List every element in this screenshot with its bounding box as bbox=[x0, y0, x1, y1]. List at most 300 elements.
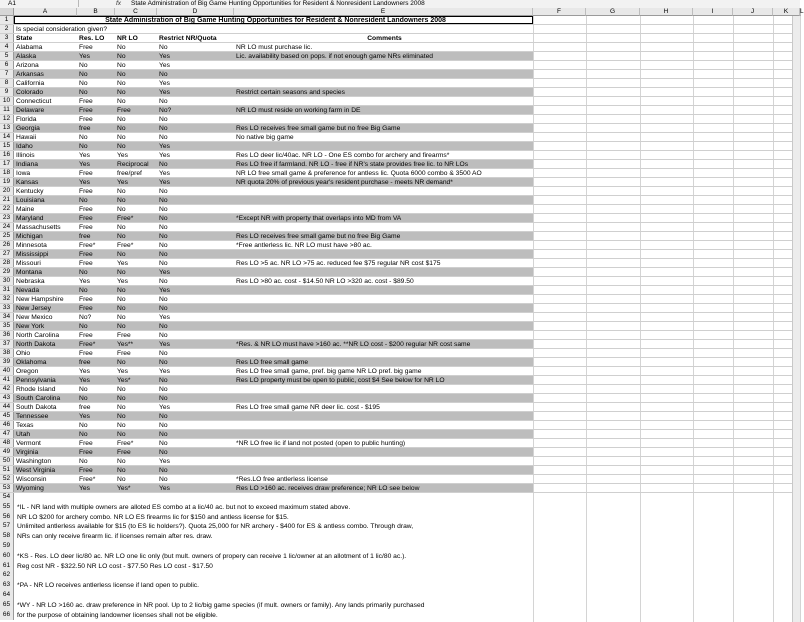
comment-cell[interactable] bbox=[234, 187, 533, 195]
row-number[interactable]: 24 bbox=[0, 223, 14, 231]
nr-lo-cell[interactable]: No bbox=[117, 98, 126, 105]
row-number[interactable]: 33 bbox=[0, 304, 14, 312]
state-cell[interactable]: Alabama bbox=[16, 44, 43, 51]
comment-cell[interactable] bbox=[234, 268, 533, 276]
state-cell[interactable]: West Virginia bbox=[16, 467, 56, 474]
state-cell[interactable]: Kentucky bbox=[16, 188, 44, 195]
nr-lo-cell[interactable]: No bbox=[117, 314, 126, 321]
column-header-i[interactable]: I bbox=[693, 8, 733, 16]
state-cell[interactable]: Maine bbox=[16, 206, 35, 213]
column-header-f[interactable]: F bbox=[533, 8, 586, 16]
row-number[interactable]: 63 bbox=[0, 581, 14, 591]
name-box[interactable]: A1 bbox=[2, 0, 79, 7]
row-number[interactable]: 52 bbox=[0, 475, 14, 483]
restrict-cell[interactable]: No bbox=[159, 440, 168, 447]
restrict-cell[interactable]: Yes bbox=[159, 143, 170, 150]
nr-lo-cell[interactable]: No bbox=[117, 53, 126, 60]
row-number[interactable]: 8 bbox=[0, 79, 14, 87]
row-number[interactable]: 47 bbox=[0, 430, 14, 438]
row-number[interactable]: 3 bbox=[0, 34, 14, 42]
row-number[interactable]: 20 bbox=[0, 187, 14, 195]
restrict-cell[interactable]: No bbox=[159, 476, 168, 483]
row-number[interactable]: 45 bbox=[0, 412, 14, 420]
restrict-cell[interactable]: Yes bbox=[159, 62, 170, 69]
footnote-text[interactable]: for the purpose of obtaining landowner licenses shall not be eligible. bbox=[17, 611, 218, 619]
row-number[interactable]: 23 bbox=[0, 214, 14, 222]
row-number[interactable]: 58 bbox=[0, 532, 14, 542]
nr-lo-cell[interactable]: No bbox=[117, 476, 126, 483]
nr-lo-cell[interactable]: No bbox=[117, 197, 126, 204]
state-cell[interactable]: New York bbox=[16, 323, 45, 330]
res-lo-cell[interactable]: Yes bbox=[79, 413, 90, 420]
comment-cell[interactable]: Res LO free if farmland. NR LO - free if NR's state provides free lic. to NR LOs bbox=[236, 161, 469, 168]
nr-lo-cell[interactable]: Yes bbox=[117, 260, 128, 267]
restrict-cell[interactable]: Yes bbox=[159, 341, 170, 348]
row-number[interactable]: 39 bbox=[0, 358, 14, 366]
nr-lo-cell[interactable]: No bbox=[117, 323, 126, 330]
comment-cell[interactable] bbox=[234, 79, 533, 87]
state-cell[interactable]: Texas bbox=[16, 422, 34, 429]
nr-lo-cell[interactable]: No bbox=[117, 404, 126, 411]
row-number[interactable]: 32 bbox=[0, 295, 14, 303]
restrict-cell[interactable]: Yes bbox=[159, 404, 170, 411]
res-lo-cell[interactable]: Free bbox=[79, 332, 93, 339]
row-number[interactable]: 27 bbox=[0, 250, 14, 258]
footnote-text[interactable]: Reg cost NR - $322.50 NR LO cost - $77.50 Res LO cost - $17.50 bbox=[17, 562, 213, 570]
row-number[interactable]: 38 bbox=[0, 349, 14, 357]
nr-lo-cell[interactable]: No bbox=[117, 233, 126, 240]
restrict-cell[interactable]: No bbox=[159, 431, 168, 438]
select-all-corner[interactable] bbox=[0, 8, 14, 16]
restrict-cell[interactable]: Yes bbox=[159, 287, 170, 294]
nr-lo-cell[interactable]: No bbox=[117, 269, 126, 276]
res-lo-cell[interactable]: Free bbox=[79, 224, 93, 231]
state-cell[interactable]: New Mexico bbox=[16, 314, 53, 321]
restrict-cell[interactable]: No bbox=[159, 134, 168, 141]
nr-lo-cell[interactable]: No bbox=[117, 125, 126, 132]
row-number[interactable]: 7 bbox=[0, 70, 14, 78]
res-lo-cell[interactable]: Free* bbox=[79, 476, 96, 483]
restrict-cell[interactable]: Yes bbox=[159, 485, 170, 492]
state-cell[interactable]: Minnesota bbox=[16, 242, 47, 249]
row-number[interactable]: 36 bbox=[0, 331, 14, 339]
res-lo-cell[interactable]: Free* bbox=[79, 341, 96, 348]
comment-cell[interactable]: NR quota 20% of previous year's resident purchase - meets NR demand* bbox=[236, 179, 453, 186]
nr-lo-cell[interactable]: No bbox=[117, 143, 126, 150]
state-cell[interactable]: Virginia bbox=[16, 449, 39, 456]
state-cell[interactable]: Arkansas bbox=[16, 71, 44, 78]
nr-lo-cell[interactable]: No bbox=[117, 134, 126, 141]
state-cell[interactable]: Georgia bbox=[16, 125, 40, 132]
comment-cell[interactable] bbox=[234, 457, 533, 465]
nr-lo-cell[interactable]: No bbox=[117, 305, 126, 312]
row-number[interactable]: 18 bbox=[0, 169, 14, 177]
comment-cell[interactable] bbox=[234, 430, 533, 438]
nr-lo-cell[interactable]: free/pref bbox=[117, 170, 142, 177]
state-cell[interactable]: Louisiana bbox=[16, 197, 45, 204]
comment-cell[interactable]: NR LO must reside on working farm in DE bbox=[236, 107, 361, 114]
comment-cell[interactable] bbox=[234, 304, 533, 312]
state-cell[interactable]: Arizona bbox=[16, 62, 39, 69]
row-number[interactable]: 44 bbox=[0, 403, 14, 411]
comment-cell[interactable]: Res LO >80 ac. cost - $14.50 NR LO >320 ac. cost - $89.50 bbox=[236, 278, 414, 285]
state-cell[interactable]: Michigan bbox=[16, 233, 43, 240]
function-icon[interactable]: fx bbox=[116, 0, 122, 7]
res-lo-cell[interactable]: Free bbox=[79, 305, 93, 312]
row-number[interactable]: 54 bbox=[0, 493, 14, 503]
comment-cell[interactable] bbox=[234, 70, 533, 78]
res-lo-cell[interactable]: Free bbox=[79, 44, 93, 51]
restrict-cell[interactable]: No bbox=[159, 233, 168, 240]
comment-cell[interactable]: No native big game bbox=[236, 134, 294, 141]
row-number[interactable]: 50 bbox=[0, 457, 14, 465]
row-number[interactable]: 28 bbox=[0, 259, 14, 267]
comment-cell[interactable]: *Free antlerless lic. NR LO must have >80 ac. bbox=[236, 242, 372, 249]
row-number[interactable]: 60 bbox=[0, 552, 14, 562]
restrict-cell[interactable]: Yes bbox=[159, 170, 170, 177]
res-lo-cell[interactable]: Yes bbox=[79, 53, 90, 60]
column-header-g[interactable]: G bbox=[586, 8, 640, 16]
res-lo-cell[interactable]: Free bbox=[79, 449, 93, 456]
footnote-text[interactable]: *PA - NR LO receives antlerless license if land open to public. bbox=[17, 582, 200, 590]
restrict-cell[interactable]: Yes bbox=[159, 89, 170, 96]
comment-cell[interactable] bbox=[234, 250, 533, 258]
nr-lo-cell[interactable]: No bbox=[117, 251, 126, 258]
restrict-cell[interactable]: No bbox=[159, 98, 168, 105]
row-number[interactable]: 57 bbox=[0, 522, 14, 532]
restrict-cell[interactable]: No bbox=[159, 251, 168, 258]
nr-lo-cell[interactable]: Free* bbox=[117, 215, 134, 222]
comment-cell[interactable]: Res LO deer lic/40ac. NR LO - One ES combo for archery and firearms* bbox=[236, 152, 450, 159]
restrict-cell[interactable]: No bbox=[159, 467, 168, 474]
state-cell[interactable]: Wisconsin bbox=[16, 476, 47, 483]
restrict-cell[interactable]: No bbox=[159, 296, 168, 303]
res-lo-cell[interactable]: Free* bbox=[79, 242, 96, 249]
comment-cell[interactable] bbox=[234, 313, 533, 321]
restrict-cell[interactable]: Yes bbox=[159, 179, 170, 186]
sheet-title[interactable]: State Administration of Big Game Hunting Opportunities for Resident & Nonresident Landowners 2008 bbox=[105, 17, 446, 24]
row-number[interactable]: 56 bbox=[0, 513, 14, 523]
restrict-cell[interactable]: No bbox=[159, 386, 168, 393]
nr-lo-cell[interactable]: No bbox=[117, 431, 126, 438]
restrict-cell[interactable]: No bbox=[159, 323, 168, 330]
state-cell[interactable]: Montana bbox=[16, 269, 43, 276]
column-header-h[interactable]: H bbox=[640, 8, 693, 16]
footnote-text[interactable]: *WY - NR LO >160 ac. draw preference in NR pool. Up to 2 lic/big game species (if mult. owners or family). Any lands primarily purchased bbox=[17, 601, 425, 609]
row-number[interactable]: 21 bbox=[0, 196, 14, 204]
res-lo-cell[interactable]: free bbox=[79, 125, 91, 132]
restrict-cell[interactable]: No bbox=[159, 413, 168, 420]
column-header-b[interactable]: B bbox=[77, 8, 115, 16]
state-cell[interactable]: Nevada bbox=[16, 287, 40, 294]
nr-lo-cell[interactable]: Yes** bbox=[117, 341, 134, 348]
comment-cell[interactable] bbox=[234, 421, 533, 429]
restrict-cell[interactable]: No bbox=[159, 224, 168, 231]
row-number[interactable]: 42 bbox=[0, 385, 14, 393]
header-comments[interactable]: Comments bbox=[367, 35, 402, 42]
res-lo-cell[interactable]: Yes bbox=[79, 179, 90, 186]
comment-cell[interactable]: Res LO free small game, pref. big game NR LO pref. big game bbox=[236, 368, 422, 375]
res-lo-cell[interactable]: Free bbox=[79, 215, 93, 222]
row-number[interactable]: 15 bbox=[0, 142, 14, 150]
column-header-j[interactable]: J bbox=[733, 8, 773, 16]
restrict-cell[interactable]: Yes bbox=[159, 314, 170, 321]
res-lo-cell[interactable]: No bbox=[79, 287, 88, 294]
restrict-cell[interactable]: No bbox=[159, 206, 168, 213]
comment-cell[interactable]: Lic. availability based on pops. if not enough game NRs eliminated bbox=[236, 53, 434, 60]
footnote-text[interactable]: Unlimited antlerless available for $15 (to ES lic holders?). Quota 25,000 for NR archery - $400 for ES & antless combo. Through draw, bbox=[17, 523, 414, 531]
state-cell[interactable]: California bbox=[16, 80, 45, 87]
footnote-text[interactable]: *KS - Res. LO deer lic/80 ac. NR LO one lic only (but mult. owners of propery can receive 1 lic/owner at an allotment of 1 lic/80 ac.). bbox=[17, 552, 407, 560]
res-lo-cell[interactable]: Free bbox=[79, 170, 93, 177]
state-cell[interactable]: Idaho bbox=[16, 143, 33, 150]
state-cell[interactable]: Ohio bbox=[16, 350, 31, 357]
comment-cell[interactable] bbox=[234, 322, 533, 330]
res-lo-cell[interactable]: Yes bbox=[79, 485, 90, 492]
comment-cell[interactable]: Res LO property must be open to public, cost $4 See below for NR LO bbox=[236, 377, 445, 384]
row-number[interactable]: 26 bbox=[0, 241, 14, 249]
restrict-cell[interactable]: No bbox=[159, 197, 168, 204]
nr-lo-cell[interactable]: No bbox=[117, 44, 126, 51]
nr-lo-cell[interactable]: Free bbox=[117, 332, 131, 339]
nr-lo-cell[interactable]: No bbox=[117, 62, 126, 69]
res-lo-cell[interactable]: No bbox=[79, 431, 88, 438]
nr-lo-cell[interactable]: No bbox=[117, 395, 126, 402]
res-lo-cell[interactable]: Free bbox=[79, 440, 93, 447]
nr-lo-cell[interactable]: No bbox=[117, 296, 126, 303]
row-number[interactable]: 53 bbox=[0, 484, 14, 492]
state-cell[interactable]: Oregon bbox=[16, 368, 39, 375]
footnote-text[interactable]: NRs can only receive firearm lic. if licenses remain after res. draw. bbox=[17, 533, 213, 541]
restrict-cell[interactable]: Yes bbox=[159, 53, 170, 60]
row-number[interactable]: 59 bbox=[0, 542, 14, 552]
state-cell[interactable]: Illinois bbox=[16, 152, 35, 159]
state-cell[interactable]: Colorado bbox=[16, 89, 44, 96]
column-header-l[interactable]: L bbox=[800, 8, 804, 15]
restrict-cell[interactable]: No bbox=[159, 215, 168, 222]
vertical-scrollbar[interactable] bbox=[792, 16, 800, 622]
comment-cell[interactable]: Restrict certain seasons and species bbox=[236, 89, 345, 96]
comment-cell[interactable]: Res LO receives free small game but no free Big Game bbox=[236, 125, 401, 132]
state-cell[interactable]: Tennessee bbox=[16, 413, 49, 420]
row-number[interactable]: 25 bbox=[0, 232, 14, 240]
comment-cell[interactable] bbox=[234, 196, 533, 204]
row-number[interactable]: 6 bbox=[0, 61, 14, 69]
state-cell[interactable]: Alaska bbox=[16, 53, 37, 60]
res-lo-cell[interactable]: No bbox=[79, 134, 88, 141]
restrict-cell[interactable]: No bbox=[159, 188, 168, 195]
res-lo-cell[interactable]: No bbox=[79, 395, 88, 402]
res-lo-cell[interactable]: No bbox=[79, 80, 88, 87]
restrict-cell[interactable]: No bbox=[159, 116, 168, 123]
nr-lo-cell[interactable]: No bbox=[117, 359, 126, 366]
nr-lo-cell[interactable]: No bbox=[117, 287, 126, 294]
state-cell[interactable]: Pennsylvania bbox=[16, 377, 56, 384]
res-lo-cell[interactable]: No bbox=[79, 386, 88, 393]
nr-lo-cell[interactable]: Reciprocal bbox=[117, 161, 149, 168]
res-lo-cell[interactable]: free bbox=[79, 404, 91, 411]
row-number[interactable]: 16 bbox=[0, 151, 14, 159]
row-number[interactable]: 14 bbox=[0, 133, 14, 141]
row-number[interactable]: 49 bbox=[0, 448, 14, 456]
restrict-cell[interactable]: No bbox=[159, 305, 168, 312]
state-cell[interactable]: Florida bbox=[16, 116, 37, 123]
restrict-cell[interactable]: No bbox=[159, 449, 168, 456]
restrict-cell[interactable]: No bbox=[159, 332, 168, 339]
restrict-cell[interactable]: No bbox=[159, 278, 168, 285]
comment-cell[interactable]: *Res.LO free antlerless license bbox=[236, 476, 328, 483]
comment-cell[interactable]: Res LO free small game NR deer lic. cost - $195 bbox=[236, 404, 380, 411]
row-number[interactable]: 64 bbox=[0, 591, 14, 601]
restrict-cell[interactable]: No bbox=[159, 359, 168, 366]
row-number[interactable]: 13 bbox=[0, 124, 14, 132]
row-number[interactable]: 31 bbox=[0, 286, 14, 294]
nr-lo-cell[interactable]: Yes* bbox=[117, 377, 131, 384]
res-lo-cell[interactable]: No bbox=[79, 89, 88, 96]
res-lo-cell[interactable]: No bbox=[79, 323, 88, 330]
res-lo-cell[interactable]: No? bbox=[79, 314, 92, 321]
comment-cell[interactable] bbox=[234, 331, 533, 339]
row-number[interactable]: 46 bbox=[0, 421, 14, 429]
row-number[interactable]: 22 bbox=[0, 205, 14, 213]
nr-lo-cell[interactable]: No bbox=[117, 413, 126, 420]
row-number[interactable]: 43 bbox=[0, 394, 14, 402]
res-lo-cell[interactable]: No bbox=[79, 197, 88, 204]
formula-input[interactable]: State Administration of Big Game Hunting Opportunities for Resident & Nonresident Landowners 2008 bbox=[131, 0, 425, 7]
row-number[interactable]: 29 bbox=[0, 268, 14, 276]
state-cell[interactable]: New Jersey bbox=[16, 305, 51, 312]
res-lo-cell[interactable]: Yes bbox=[79, 161, 90, 168]
res-lo-cell[interactable]: Yes bbox=[79, 278, 90, 285]
comment-cell[interactable] bbox=[234, 223, 533, 231]
comment-cell[interactable] bbox=[234, 97, 533, 105]
state-cell[interactable]: South Carolina bbox=[16, 395, 61, 402]
row-number[interactable]: 66 bbox=[0, 611, 14, 621]
row-number[interactable]: 11 bbox=[0, 106, 14, 114]
row-number[interactable]: 35 bbox=[0, 322, 14, 330]
res-lo-cell[interactable]: Free bbox=[79, 116, 93, 123]
restrict-cell[interactable]: No bbox=[159, 422, 168, 429]
restrict-cell[interactable]: No bbox=[159, 350, 168, 357]
nr-lo-cell[interactable]: No bbox=[117, 224, 126, 231]
state-cell[interactable]: Connecticut bbox=[16, 98, 52, 105]
nr-lo-cell[interactable]: No bbox=[117, 458, 126, 465]
nr-lo-cell[interactable]: No bbox=[117, 386, 126, 393]
nr-lo-cell[interactable]: Free* bbox=[117, 242, 134, 249]
nr-lo-cell[interactable]: Yes bbox=[117, 152, 128, 159]
nr-lo-cell[interactable]: No bbox=[117, 116, 126, 123]
row-number[interactable]: 5 bbox=[0, 52, 14, 60]
header-state[interactable]: State bbox=[16, 35, 33, 42]
column-header-c[interactable]: C bbox=[115, 8, 157, 16]
comment-cell[interactable]: *Res. & NR LO must have >160 ac. **NR LO cost - $200 regular NR cost same bbox=[236, 341, 471, 348]
comment-cell[interactable]: *Except NR with property that overlaps into MD from VA bbox=[236, 215, 402, 222]
state-cell[interactable]: Nebraska bbox=[16, 278, 45, 285]
column-header-d[interactable]: D bbox=[157, 8, 234, 16]
nr-lo-cell[interactable]: Free bbox=[117, 449, 131, 456]
comment-cell[interactable]: NR LO free small game & preference for antless lic. Quota 6000 combo & 3500 AO bbox=[236, 170, 482, 177]
column-header-a[interactable]: A bbox=[14, 8, 77, 16]
header-nr-lo[interactable]: NR LO bbox=[117, 35, 138, 42]
state-cell[interactable]: Vermont bbox=[16, 440, 41, 447]
restrict-cell[interactable]: No bbox=[159, 71, 168, 78]
state-cell[interactable]: North Dakota bbox=[16, 341, 56, 348]
res-lo-cell[interactable]: Free bbox=[79, 206, 93, 213]
comment-cell[interactable]: NR LO must purchase lic. bbox=[236, 44, 313, 51]
comment-cell[interactable] bbox=[234, 205, 533, 213]
nr-lo-cell[interactable]: No bbox=[117, 89, 126, 96]
nr-lo-cell[interactable]: No bbox=[117, 206, 126, 213]
nr-lo-cell[interactable]: No bbox=[117, 71, 126, 78]
row-number[interactable]: 40 bbox=[0, 367, 14, 375]
comment-cell[interactable] bbox=[234, 385, 533, 393]
restrict-cell[interactable]: No bbox=[159, 260, 168, 267]
nr-lo-cell[interactable]: Free bbox=[117, 107, 131, 114]
res-lo-cell[interactable]: Free bbox=[79, 260, 93, 267]
row-number[interactable]: 10 bbox=[0, 97, 14, 105]
restrict-cell[interactable]: No bbox=[159, 242, 168, 249]
comment-cell[interactable] bbox=[234, 286, 533, 294]
state-cell[interactable]: South Dakota bbox=[16, 404, 57, 411]
row-number[interactable]: 2 bbox=[0, 25, 14, 33]
res-lo-cell[interactable]: Free bbox=[79, 98, 93, 105]
restrict-cell[interactable]: No bbox=[159, 395, 168, 402]
res-lo-cell[interactable]: No bbox=[79, 143, 88, 150]
row-number[interactable]: 41 bbox=[0, 376, 14, 384]
nr-lo-cell[interactable]: No bbox=[117, 80, 126, 87]
state-cell[interactable]: Delaware bbox=[16, 107, 45, 114]
row-number[interactable]: 51 bbox=[0, 466, 14, 474]
comment-cell[interactable]: Res LO free small game bbox=[236, 359, 309, 366]
restrict-cell[interactable]: Yes bbox=[159, 152, 170, 159]
row-number[interactable]: 62 bbox=[0, 571, 14, 581]
header-res-lo[interactable]: Res. LO bbox=[79, 35, 105, 42]
column-header-e[interactable]: E bbox=[234, 8, 533, 16]
state-cell[interactable]: Massachusetts bbox=[16, 224, 61, 231]
comment-cell[interactable] bbox=[234, 142, 533, 150]
state-cell[interactable]: Maryland bbox=[16, 215, 44, 222]
res-lo-cell[interactable]: free bbox=[79, 359, 91, 366]
state-cell[interactable]: Oklahoma bbox=[16, 359, 47, 366]
res-lo-cell[interactable]: Free bbox=[79, 107, 93, 114]
state-cell[interactable]: Indiana bbox=[16, 161, 38, 168]
header-restrict[interactable]: Restrict NR/Quota bbox=[159, 35, 217, 42]
res-lo-cell[interactable]: Yes bbox=[79, 377, 90, 384]
state-cell[interactable]: Hawaii bbox=[16, 134, 37, 141]
res-lo-cell[interactable]: free bbox=[79, 233, 91, 240]
restrict-cell[interactable]: No? bbox=[159, 107, 172, 114]
res-lo-cell[interactable]: No bbox=[79, 269, 88, 276]
row-number[interactable]: 9 bbox=[0, 88, 14, 96]
res-lo-cell[interactable]: Yes bbox=[79, 152, 90, 159]
nr-lo-cell[interactable]: No bbox=[117, 188, 126, 195]
row-number[interactable]: 1 bbox=[0, 16, 14, 24]
restrict-cell[interactable]: No bbox=[159, 161, 168, 168]
comment-cell[interactable] bbox=[234, 349, 533, 357]
restrict-cell[interactable]: Yes bbox=[159, 368, 170, 375]
row-number[interactable]: 17 bbox=[0, 160, 14, 168]
res-lo-cell[interactable]: Yes bbox=[79, 368, 90, 375]
restrict-cell[interactable]: Yes bbox=[159, 458, 170, 465]
comment-cell[interactable] bbox=[234, 466, 533, 474]
comment-cell[interactable] bbox=[234, 394, 533, 402]
state-cell[interactable]: Rhode Island bbox=[16, 386, 56, 393]
state-cell[interactable]: Missouri bbox=[16, 260, 41, 267]
res-lo-cell[interactable]: No bbox=[79, 71, 88, 78]
state-cell[interactable]: Kansas bbox=[16, 179, 39, 186]
nr-lo-cell[interactable]: Yes bbox=[117, 179, 128, 186]
row-number[interactable]: 65 bbox=[0, 601, 14, 611]
